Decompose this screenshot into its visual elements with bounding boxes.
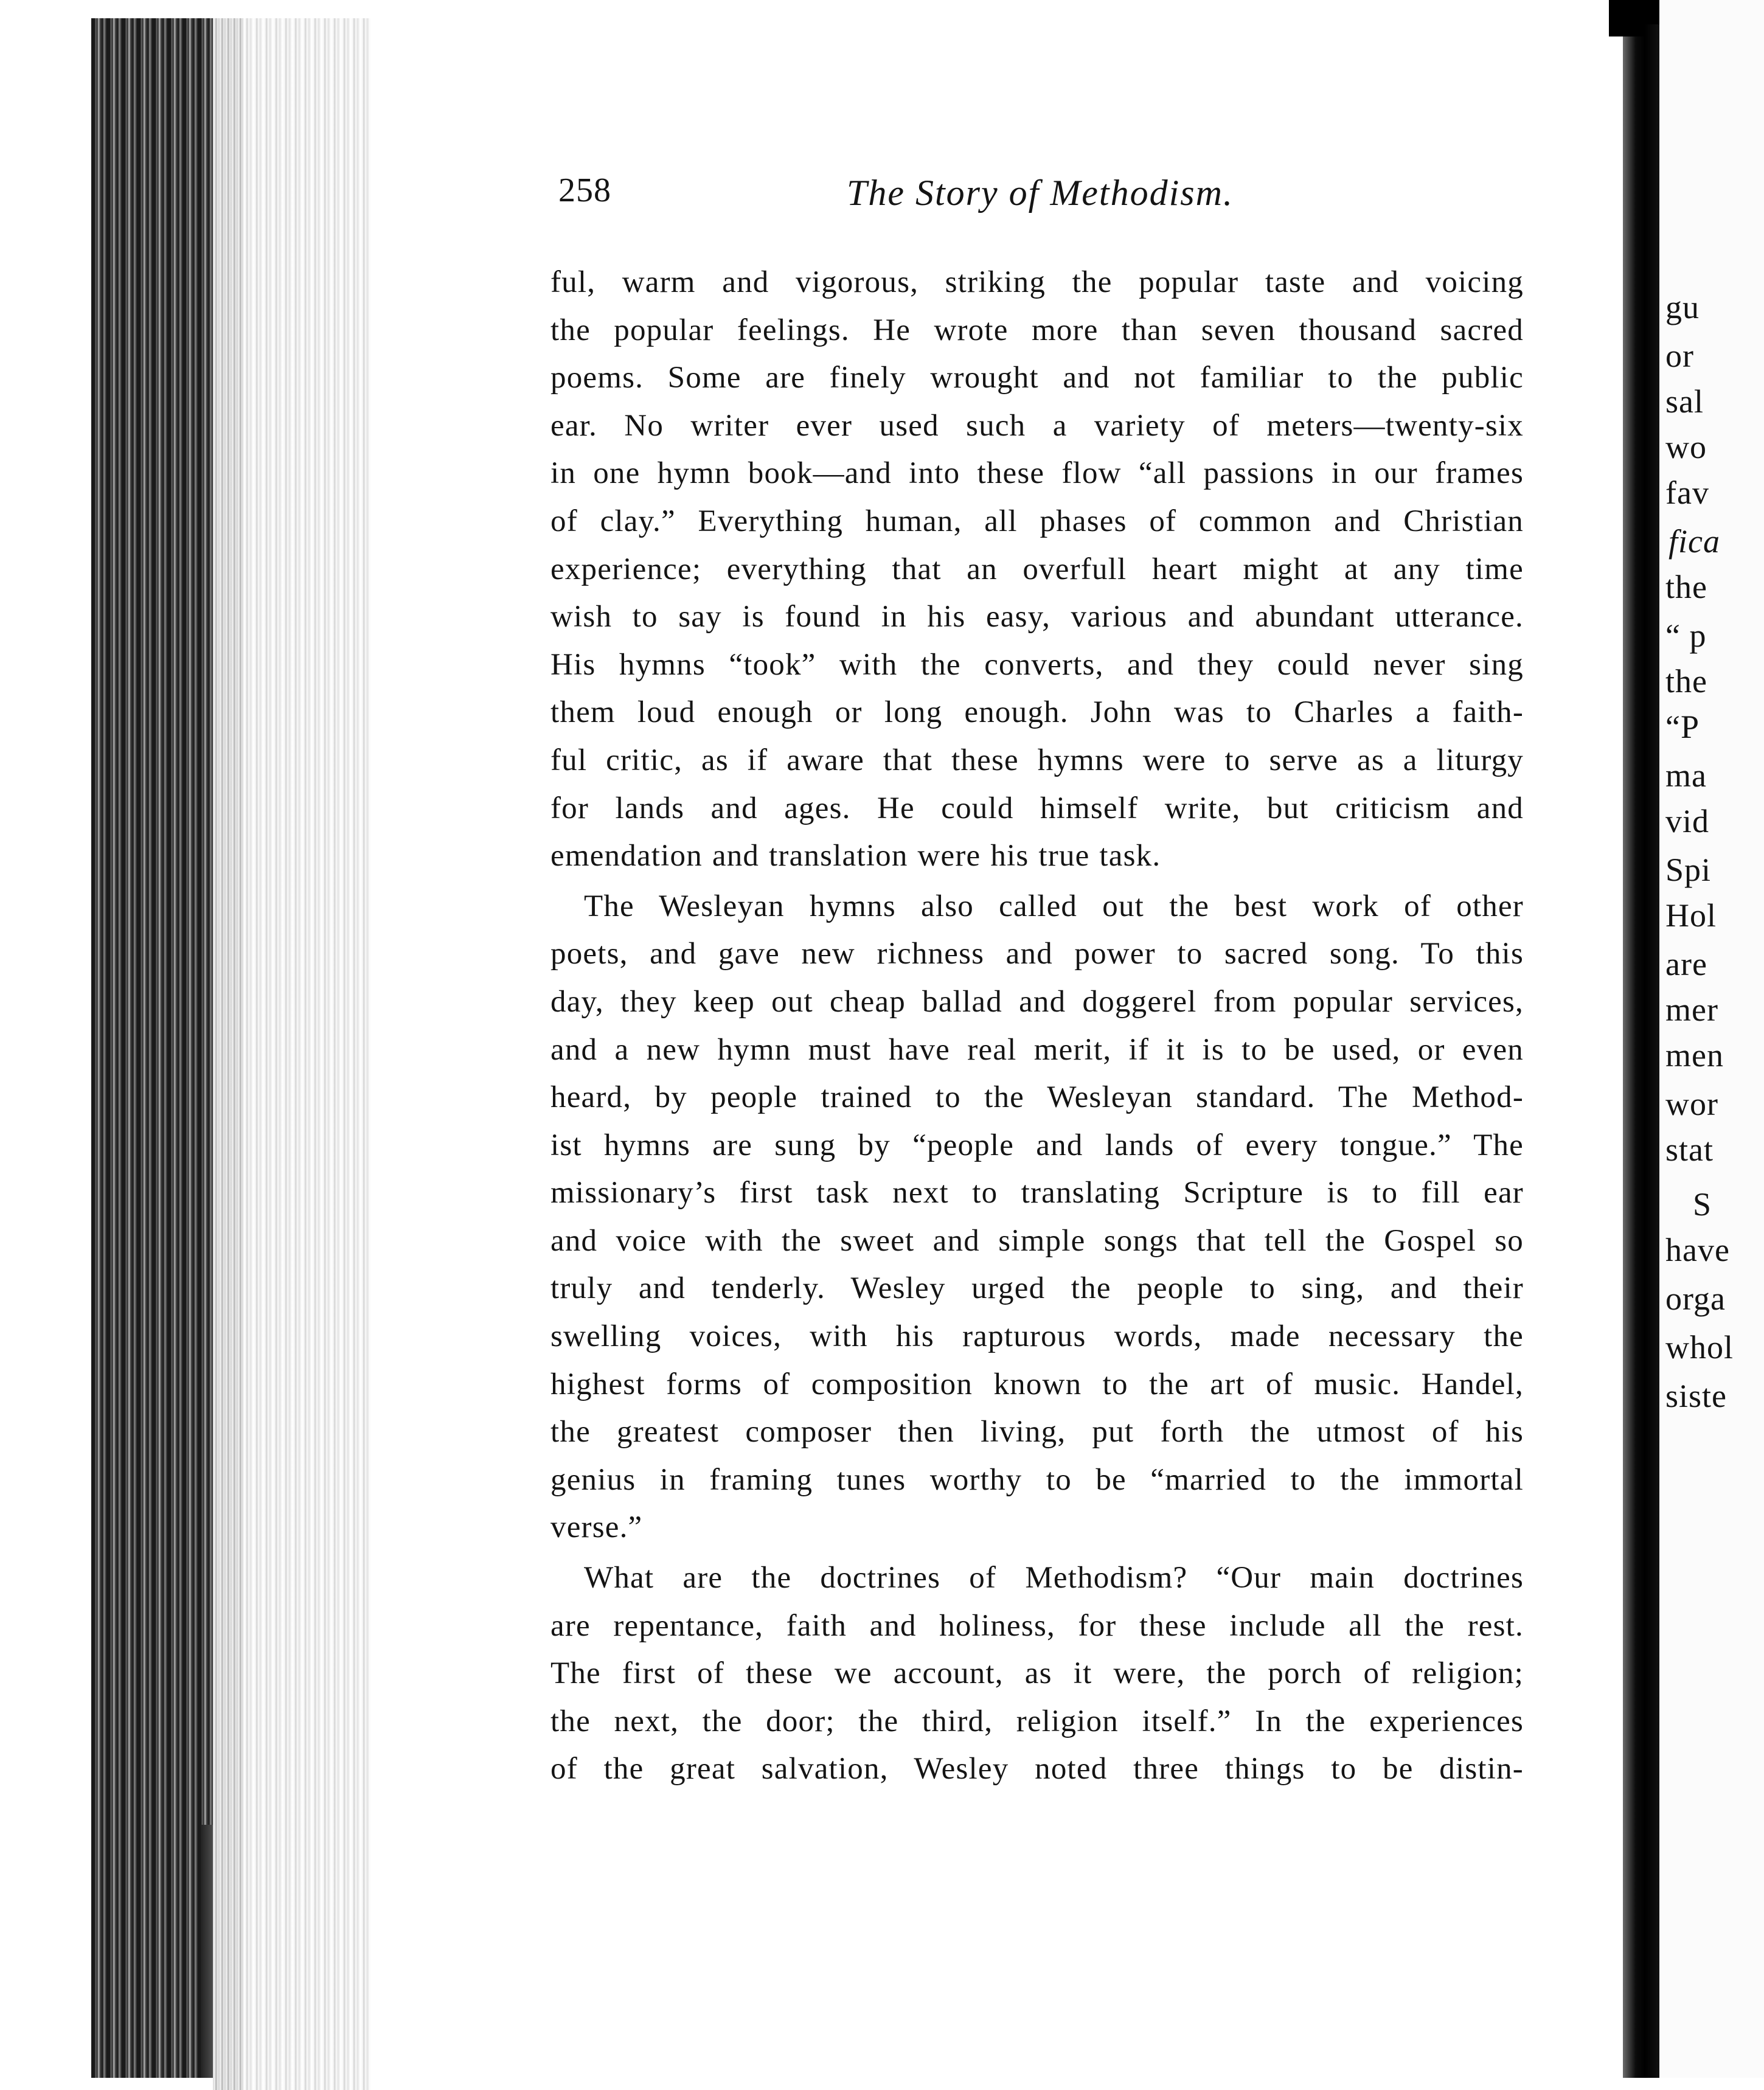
facing-page-fragment: or [1665,338,1694,374]
facing-page-fragment: vid [1665,803,1710,839]
book-edge-dark [91,0,213,2078]
book-edge-top [91,0,377,18]
facing-page-fragment: men [1665,1037,1724,1074]
text-line: What are the doctrines of Methodism? “Our main doctrines [584,1561,1524,1595]
book-edge-light [213,12,243,2090]
book-gutter [1623,0,1659,2078]
text-line: day, they keep out cheap ballad and doggerel from popular services, [550,984,1524,1019]
facing-page [1659,0,1764,2078]
text-line: poets, and gave new richness and power to sacred song. To this [550,937,1524,971]
facing-page-fragment: whol [1665,1329,1734,1366]
text-line: wish to say is found in his easy, various and abundant utterance. [550,600,1524,634]
text-line: swelling voices, with his rapturous words, made necessary the [550,1319,1524,1354]
text-line: of the great salvation, Wesley noted three things to be distin- [550,1752,1524,1786]
text-line: ful, warm and vigorous, striking the popular taste and voicing [550,265,1524,299]
body-text [550,259,1524,1793]
text-line: the next, the door; the third, religion itself.” In the experiences [550,1704,1524,1738]
text-line: poems. Some are finely wrought and not familiar to the public [550,361,1524,395]
paragraph-3 [550,1554,1524,1793]
gutter-shadow [1609,0,1645,36]
facing-page-fragment: fica [1669,523,1720,560]
facing-page-fragment: wo [1665,429,1707,465]
text-line: experience; everything that an overfull heart might at any time [550,552,1524,586]
text-line: for lands and ages. He could himself write, but criticism and [550,791,1524,825]
text-line: and a new hymn must have real merit, if it is to be used, or even [550,1032,1524,1067]
text-line: highest forms of composition known to the art of music. Handel, [550,1367,1524,1401]
text-line: are repentance, faith and holiness, for these include all the rest. [550,1608,1524,1643]
text-line: The first of these we account, as it were, the porch of religion; [550,1656,1524,1691]
facing-page-fragment: sal [1665,383,1704,420]
text-line: missionary’s first task next to translating Scripture is to fill ear [550,1176,1524,1210]
book-page-edges [243,12,371,2090]
page-number: 258 [558,172,611,209]
paragraph-2 [550,883,1524,1552]
facing-page-fragment: “ p [1665,617,1707,654]
text-line: in one hymn book—and into these flow “all passions in our frames [550,456,1524,491]
facing-page-fragment: orga [1665,1280,1726,1317]
text-line: heard, by people trained to the Wesleyan standard. The Method- [550,1080,1524,1115]
facing-page-fragment: Hol [1665,897,1717,934]
text-line: verse.” [550,1510,643,1545]
facing-page-fragment: the [1665,569,1707,605]
facing-page-fragment: ma [1665,757,1707,794]
facing-page-fragment: gu [1665,289,1700,325]
text-line: ist hymns are sung by “people and lands of every tongue.” The [550,1128,1524,1162]
facing-page-fragment: Spi [1665,852,1712,888]
running-head: The Story of Methodism. [847,173,1234,213]
paragraph-1 [550,259,1524,880]
facing-page-fragment: fav [1665,474,1709,511]
facing-page-fragment: wor [1665,1086,1718,1122]
text-line: His hymns “took” with the converts, and they could never sing [550,647,1524,682]
facing-page-fragment: mer [1665,991,1718,1028]
text-line: of clay.” Everything human, all phases of common and Christian [550,504,1524,538]
facing-page-fragment: stat [1665,1131,1714,1168]
facing-page-fragment: have [1665,1232,1730,1268]
text-line: and voice with the sweet and simple songs that tell the Gospel so [550,1223,1524,1258]
text-line: ful critic, as if aware that these hymns were to serve as a liturgy [550,743,1524,777]
text-line: The Wesleyan hymns also called out the best work of other [584,889,1524,923]
text-line: them loud enough or long enough. John was to Charles a faith- [550,695,1524,730]
text-line: ear. No writer ever used such a variety of meters—twenty-six [550,408,1524,443]
text-line: truly and tenderly. Wesley urged the people to sing, and their [550,1271,1524,1306]
facing-page-fragment: siste [1665,1378,1728,1414]
text-line: emendation and translation were his true task. [550,839,1161,873]
facing-page-fragment: S [1693,1186,1712,1223]
facing-page-fragment: the [1665,663,1707,700]
facing-page-fragment: “P [1665,709,1700,745]
text-line: the greatest composer then living, put forth the utmost of his [550,1415,1524,1449]
facing-page-fragment: are [1665,946,1707,982]
text-line: genius in framing tunes worthy to be “married to the immortal [550,1462,1524,1497]
text-line: the popular feelings. He wrote more than seven thousand sacred [550,313,1524,347]
